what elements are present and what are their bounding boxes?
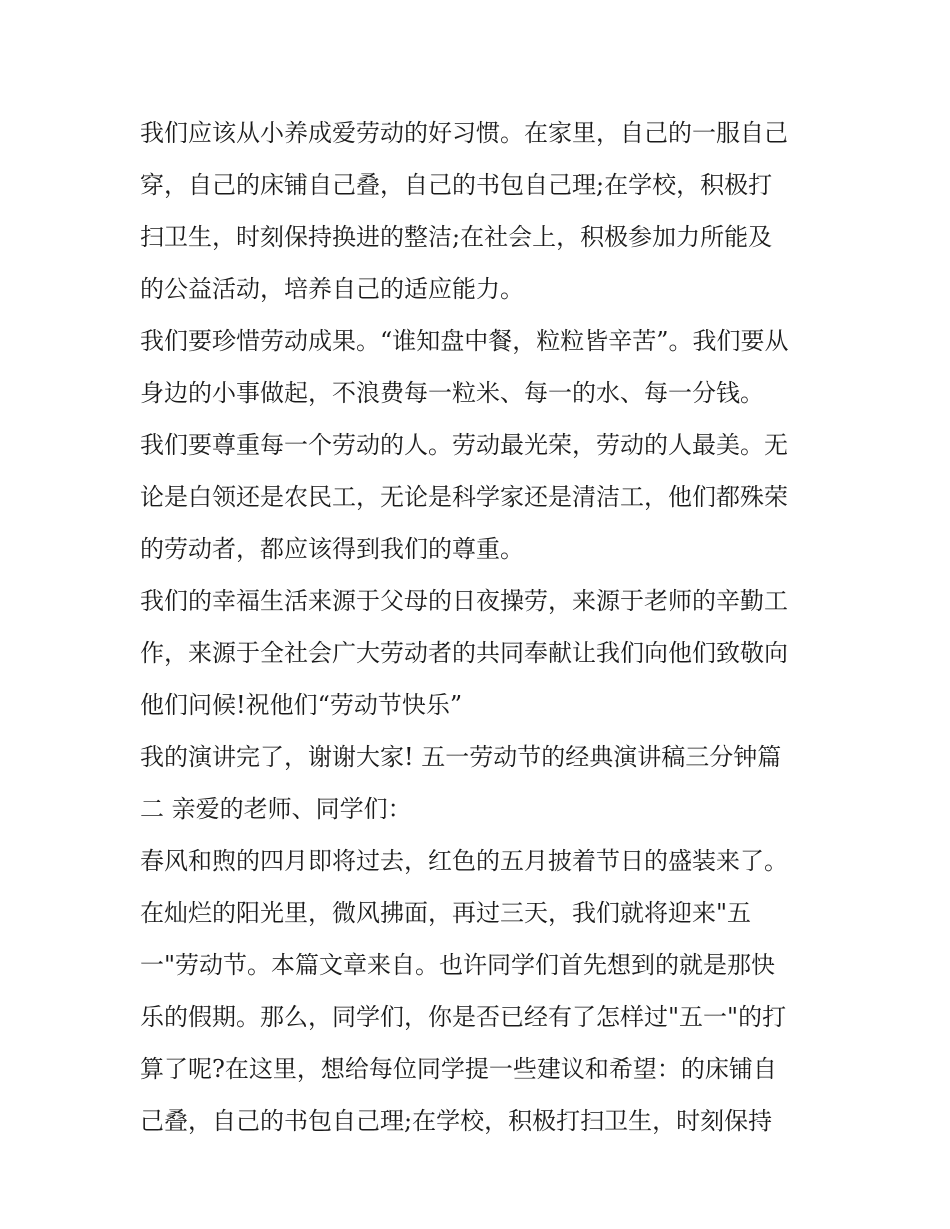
text-line: 的公益活动，培养自己的适应能力。 — [140, 275, 524, 303]
text-line: 算了呢?在这里，想给每位同学提一些建议和希望：的床铺自 — [140, 1055, 777, 1083]
text-line: 身边的小事做起，不浪费每一粒米、每一的水、每一分钱。 — [140, 379, 764, 407]
text-line: 我们应该从小养成爱劳动的好习惯。在家里，自己的一服自己 — [140, 119, 788, 147]
text-line: 乐的假期。那么，同学们，你是否已经有了怎样过"五一"的打 — [140, 1003, 787, 1031]
text-line: 他们问候!祝他们“劳动节快乐” — [140, 691, 463, 719]
text-line: 我们要珍惜劳动成果。“谁知盘中餐，粒粒皆辛苦”。我们要从 — [140, 327, 789, 355]
text-line: 扫卫生，时刻保持换进的整洁;在社会上，积极参加力所能及 — [140, 223, 773, 251]
text-line: 二 亲爱的老师、同学们： — [140, 795, 412, 823]
document-body — [140, 107, 830, 1147]
text-line: 一"劳动节。本篇文章来自。也许同学们首先想到的就是那快 — [140, 951, 776, 979]
text-line: 作，来源于全社会广大劳动者的共同奉献让我们向他们致敬向 — [140, 639, 788, 667]
text-line: 我们的幸福生活来源于父母的日夜操劳，来源于老师的辛勤工 — [140, 587, 788, 615]
text-line: 论是白领还是农民工，无论是科学家还是清洁工，他们都殊荣 — [140, 483, 788, 511]
text-line: 我的演讲完了，谢谢大家! 五一劳动节的经典演讲稿三分钟篇 — [140, 743, 782, 771]
text-line: 在灿烂的阳光里，微风拂面，再过三天，我们就将迎来"五 — [140, 899, 752, 927]
text-line: 穿，自己的床铺自己叠，自己的书包自己理;在学校，积极打 — [140, 171, 773, 199]
text-line: 春风和煦的四月即将过去，红色的五月披着节日的盛装来了。 — [140, 847, 788, 875]
text-line: 我们要尊重每一个劳动的人。劳动最光荣，劳动的人最美。无 — [140, 431, 788, 459]
text-line: 的劳动者，都应该得到我们的尊重。 — [140, 535, 524, 563]
text-line: 己叠，自己的书包自己理;在学校，积极打扫卫生，时刻保持 — [140, 1107, 773, 1135]
